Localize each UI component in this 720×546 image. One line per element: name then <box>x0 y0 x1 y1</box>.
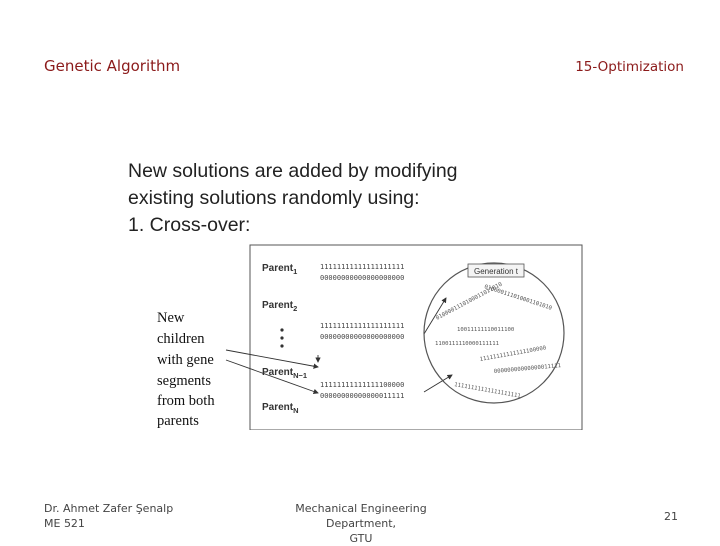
bits-pna: 11111111111111100000 <box>320 381 405 389</box>
parent-n-1-label: Parent$_{N-1}$ <box>262 367 308 380</box>
children-annotation <box>157 310 215 429</box>
circle-bits-6: 00000000000000011111 <box>493 363 562 375</box>
bits-p2a: 11111111111111111111 <box>320 322 405 330</box>
section-label: 15-Optimization <box>575 59 684 75</box>
footer-author <box>44 501 173 531</box>
author-name: Dr. Ahmet Zafer Şenalp <box>44 502 174 515</box>
side-label-line-3: with gene <box>157 352 214 368</box>
circle-bits-2: 010000111010001101010 <box>483 284 553 312</box>
circle-bits-5: 11111111111111100000 <box>479 345 547 363</box>
circle-bits-1: 0100001110100011011010 <box>435 281 504 322</box>
side-label-line-4: segments <box>157 373 211 389</box>
circle-bits-3: 10011111110011100 <box>457 327 515 333</box>
parent-2-label: Parent$_2$ <box>262 300 298 313</box>
bits-p2b: 00000000000000000000 <box>320 333 405 341</box>
course-code: ME 521 <box>44 517 85 530</box>
page-number: 21 <box>664 510 678 523</box>
body-line-3: 1. Cross-over: <box>128 214 251 236</box>
parent-1-label: Parent$_1$ <box>262 263 298 276</box>
side-label-line-2: children <box>157 331 205 347</box>
bits-p1b: 00000000000000000000 <box>320 274 405 282</box>
crossover-figure <box>154 240 584 430</box>
side-label-line-5: from both <box>157 393 215 409</box>
generation-label: Generation t <box>474 267 519 276</box>
circle-bits-4: 1100111110000111111 <box>435 341 499 347</box>
dept-line-2: GTU <box>349 532 373 545</box>
parent-n-label: Parent$_N$ <box>262 402 299 415</box>
bits-p1a: 11111111111111111111 <box>320 263 405 271</box>
side-label-line-1: New <box>157 310 185 326</box>
footer-department <box>266 501 456 546</box>
body-line-2: existing solutions randomly using: <box>128 187 420 209</box>
body-text <box>128 158 458 239</box>
figure-frame <box>250 245 582 430</box>
body-line-1: New solutions are added by modifying <box>128 160 458 182</box>
circle-bits-7: 11111111111111111111 <box>453 382 522 400</box>
side-label-line-6: parents <box>157 413 199 429</box>
dept-line-1: Mechanical Engineering Department, <box>295 502 427 530</box>
slide-title: Genetic Algorithm <box>44 57 181 75</box>
bits-pnb: 00000000000000011111 <box>320 392 405 400</box>
